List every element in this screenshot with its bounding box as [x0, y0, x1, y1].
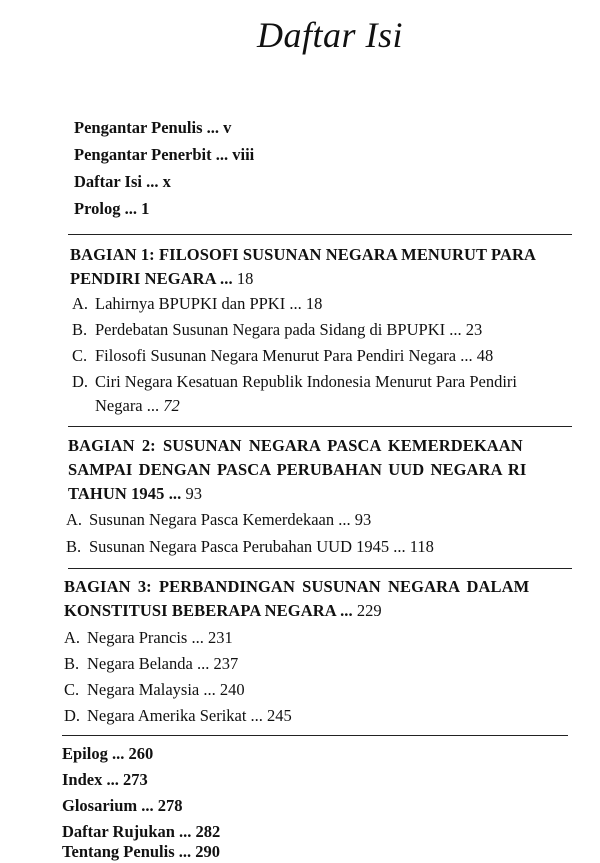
- toc-entry-glosarium[interactable]: Glosarium ... 278: [62, 796, 183, 815]
- bagian-1-heading-title: PENDIRI NEGARA ...: [70, 269, 233, 288]
- section-divider: [62, 735, 568, 736]
- bagian-2-heading-title: TAHUN 1945 ...: [68, 484, 182, 503]
- toc-entry-pengantar-penulis[interactable]: Pengantar Penulis ... v: [74, 118, 232, 137]
- bagian-1-page: 18: [232, 269, 254, 288]
- item-text: Lahirnya BPUPKI dan PPKI ... 18: [95, 294, 323, 313]
- item-text: Negara ...: [95, 396, 164, 415]
- item-letter: D.: [72, 372, 89, 391]
- bagian-2-item-a[interactable]: [66, 510, 371, 530]
- bagian-3-item-a[interactable]: [64, 628, 233, 648]
- toc-entry-epilog[interactable]: Epilog ... 260: [62, 744, 154, 763]
- bagian-3-heading-line1[interactable]: BAGIAN 3: PERBANDINGAN SUSUNAN NEGARA DALAM: [64, 577, 530, 596]
- bagian-1-item-d[interactable]: [72, 372, 517, 392]
- bagian-1-item-c[interactable]: [72, 346, 493, 366]
- item-text: Susunan Negara Pasca Kemerdekaan ... 93: [89, 510, 372, 529]
- section-divider: [68, 234, 572, 235]
- item-letter: A.: [64, 628, 81, 647]
- section-divider: [68, 426, 572, 427]
- bagian-2-heading-line1[interactable]: BAGIAN 2: SUSUNAN NEGARA PASCA KEMERDEKAAN: [68, 436, 523, 455]
- bagian-3-item-c[interactable]: [64, 680, 245, 700]
- bagian-2-item-b[interactable]: [66, 537, 434, 557]
- bagian-1-item-b[interactable]: [72, 320, 482, 340]
- item-letter: B.: [66, 537, 82, 556]
- bagian-2-page: 93: [181, 484, 203, 503]
- toc-entry-daftar-rujukan[interactable]: Daftar Rujukan ... 282: [62, 822, 221, 841]
- item-text: Ciri Negara Kesatuan Republik Indonesia Menurut Para Pendiri: [95, 372, 518, 391]
- item-text: Negara Amerika Serikat ... 245: [87, 706, 292, 725]
- item-letter: A.: [72, 294, 89, 313]
- bagian-3-heading-title: KONSTITUSI BEBERAPA NEGARA ...: [64, 601, 353, 620]
- bagian-3-item-d[interactable]: [64, 706, 292, 726]
- item-letter: C.: [64, 680, 80, 699]
- item-letter: A.: [66, 510, 83, 529]
- bagian-3-page: 229: [352, 601, 382, 620]
- item-page: 72: [163, 396, 180, 415]
- item-text: Negara Malaysia ... 240: [87, 680, 245, 699]
- bagian-1-heading-line2[interactable]: [70, 269, 253, 289]
- item-text: Negara Prancis ... 231: [87, 628, 233, 647]
- item-letter: B.: [72, 320, 88, 339]
- item-letter: C.: [72, 346, 88, 365]
- bagian-2-heading-line3[interactable]: [68, 484, 202, 504]
- toc-entry-prolog[interactable]: Prolog ... 1: [74, 199, 150, 218]
- item-text: Susunan Negara Pasca Perubahan UUD 1945 ... 118: [89, 537, 434, 556]
- bagian-1-item-d-continued[interactable]: [95, 396, 180, 416]
- page-title: Daftar Isi: [256, 15, 403, 55]
- bagian-3-heading-line2[interactable]: [64, 601, 382, 621]
- toc-entry-index[interactable]: Index ... 273: [62, 770, 148, 789]
- toc-entry-tentang-penulis[interactable]: Tentang Penulis ... 290: [62, 842, 221, 861]
- toc-entry-daftar-isi[interactable]: Daftar Isi ... x: [74, 172, 171, 191]
- item-text: Perdebatan Susunan Negara pada Sidang di BPUPKI ... 23: [95, 320, 483, 339]
- toc-entry-pengantar-penerbit[interactable]: Pengantar Penerbit ... viii: [74, 145, 255, 164]
- bagian-1-heading-line1[interactable]: BAGIAN 1: FILOSOFI SUSUNAN NEGARA MENURUT PARA: [70, 245, 537, 264]
- bagian-1-item-a[interactable]: [72, 294, 322, 314]
- item-letter: B.: [64, 654, 80, 673]
- item-text: Negara Belanda ... 237: [87, 654, 239, 673]
- bagian-3-item-b[interactable]: [64, 654, 238, 674]
- item-text: Filosofi Susunan Negara Menurut Para Pendiri Negara ... 48: [95, 346, 494, 365]
- section-divider: [68, 568, 572, 569]
- item-letter: D.: [64, 706, 81, 725]
- bagian-2-heading-line2[interactable]: SAMPAI DENGAN PASCA PERUBAHAN UUD NEGARA RI: [68, 460, 527, 479]
